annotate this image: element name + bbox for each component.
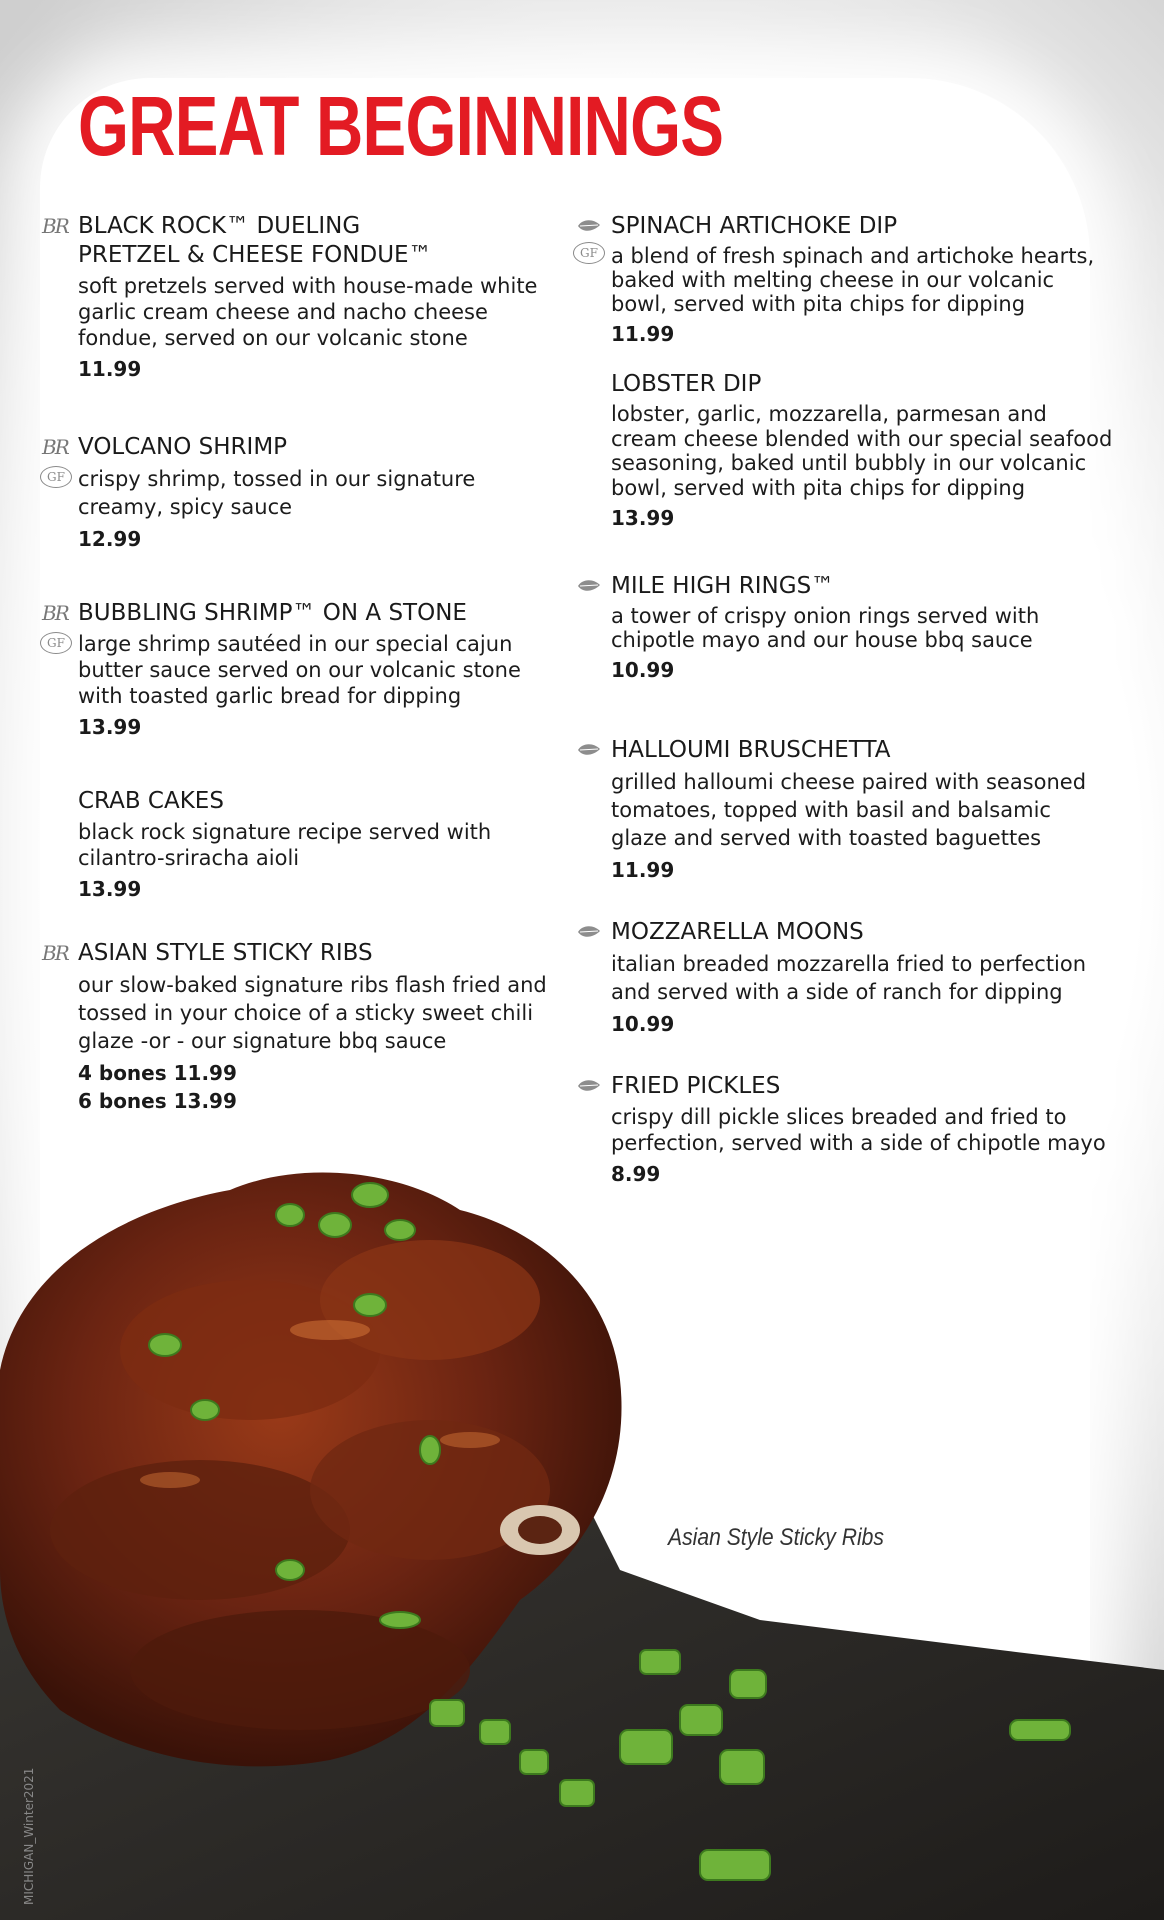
sticky-ribs-photo [0,1150,1164,1920]
item-description: italian breaded mozzarella fried to perfection and served with a side of ranch for dipping [611,952,1087,1004]
item-name: PRETZEL & CHEESE FONDUE™ [78,242,432,268]
leaf-icon [577,579,601,593]
item-description: grilled halloumi cheese paired with seasoned tomatoes, topped with basil and balsamic glaze and served with toasted baguettes [611,770,1087,850]
right-menu-column [573,212,1113,1224]
item-description: a blend of fresh spinach and artichoke hearts, baked with melting cheese in our volcanic bowl, served with pita chips for dipping [611,244,1095,316]
menu-item [40,599,560,741]
br-signature-icon: BR [42,214,68,238]
item-price: 4 bones 11.99 [78,1061,237,1085]
item-price: 13.99 [611,506,675,530]
item-price: 11.99 [78,357,142,381]
item-description: large shrimp sautéed in our special cajun butter sauce served on our volcanic stone with toasted garlic bread for dipping [78,632,521,708]
item-price: 13.99 [78,715,142,739]
br-signature-icon: BR [42,601,68,625]
menu-item [40,433,560,553]
item-name: CRAB CAKES [78,788,224,814]
menu-item [40,939,560,1115]
item-name: BUBBLING SHRIMP™ ON A STONE [78,600,467,626]
item-name: MOZZARELLA MOONS [611,919,864,945]
br-signature-icon: BR [42,941,68,965]
gluten-free-icon: GF [40,632,72,654]
item-price: 11.99 [611,322,675,346]
leaf-icon [577,743,601,757]
item-price: 11.99 [611,858,675,882]
item-name: MILE HIGH RINGS™ [611,573,835,599]
photo-caption: Asian Style Sticky Ribs [668,1524,884,1551]
item-name: LOBSTER DIP [611,371,762,397]
item-description: black rock signature recipe served with cilantro-sriracha aioli [78,820,492,870]
item-price: 13.99 [78,877,142,901]
item-name: VOLCANO SHRIMP [78,434,288,460]
item-description: crispy shrimp, tossed in our signature creamy, spicy sauce [78,467,476,519]
item-name: BLACK ROCK™ DUELING [78,213,361,239]
item-description: lobster, garlic, mozzarella, parmesan and cream cheese blended with our special seafood seasoning, baked until bubbly in our volcanic bowl, served with pita chips for dipping [611,402,1113,500]
left-menu-column [40,212,560,1151]
menu-item [573,370,1113,532]
menu-item [573,212,1113,348]
item-description: crispy dill pickle slices breaded and fried to perfection, served with a side of chipotle mayo [611,1105,1106,1155]
edition-code: MICHIGAN_Winter2021 [22,1767,36,1905]
item-price: 6 bones 13.99 [78,1089,237,1113]
item-description: a tower of crispy onion rings served with chipotle mayo and our house bbq sauce [611,604,1040,652]
leaf-icon [577,1079,601,1093]
gluten-free-icon: GF [40,466,72,488]
gluten-free-icon: GF [573,242,605,264]
item-price: 10.99 [611,1012,675,1036]
item-price: 8.99 [611,1162,661,1186]
page-title: GREAT BEGINNINGS [78,79,724,173]
br-signature-icon: BR [42,435,68,459]
leaf-icon [577,925,601,939]
item-name: FRIED PICKLES [611,1073,781,1099]
leaf-icon [577,219,601,233]
item-price: 12.99 [78,527,142,551]
item-description: soft pretzels served with house-made white garlic cream cheese and nacho cheese fondue, served on our volcanic stone [78,274,538,350]
menu-item [573,572,1113,684]
menu-item [40,212,560,383]
item-name: SPINACH ARTICHOKE DIP [611,213,898,239]
item-description: our slow-baked signature ribs flash fried and tossed in your choice of a sticky sweet chili glaze -or - our signature bbq sauce [78,973,547,1053]
menu-item [573,736,1113,884]
menu-item [573,918,1113,1038]
item-name: ASIAN STYLE STICKY RIBS [78,940,373,966]
item-name: HALLOUMI BRUSCHETTA [611,737,891,763]
item-price: 10.99 [611,658,675,682]
menu-item [40,787,560,903]
